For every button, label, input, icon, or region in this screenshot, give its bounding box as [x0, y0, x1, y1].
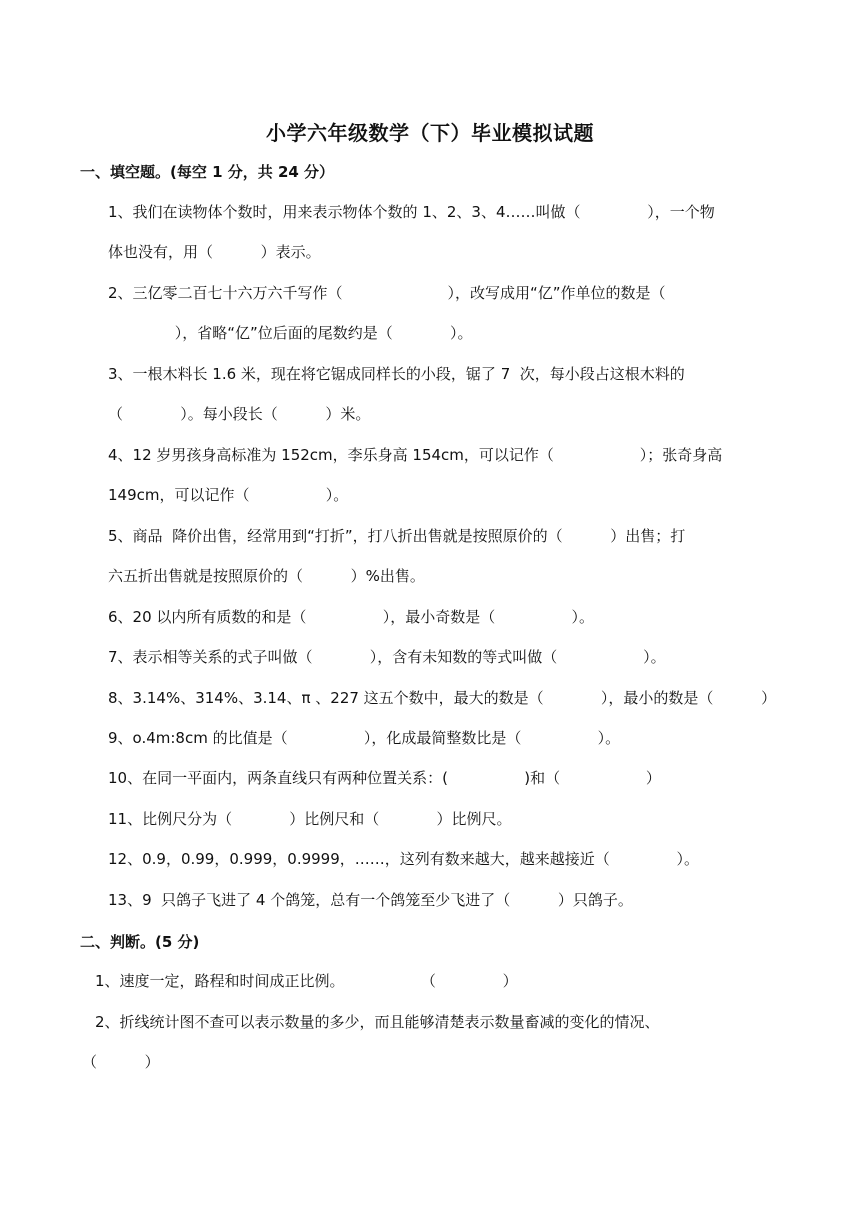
question-line: 149cm，可以记作（ ）。: [108, 486, 349, 504]
question-line: 11、比例尺分为（ ）比例尺和（ ）比例尺。: [108, 810, 512, 828]
question-line: 5、商品 降价出售，经常用到“打折”，打八折出售就是按照原价的（ ）出售；打: [108, 527, 686, 545]
question-line: （ ）。每小段长（ ）米。: [108, 405, 371, 423]
question-line: 2、三亿零二百七十六万六千写作（ ），改写成用“亿”作单位的数是（: [108, 284, 666, 302]
question-line: 4、12 岁男孩身高标准为 152cm，李乐身高 154cm，可以记作（ ）；张奇身高: [108, 446, 723, 464]
question-line: 9、o.4m:8cm 的比值是（ ），化成最简整数比是（ ）。: [108, 729, 621, 747]
question-line: 3、一根木料长 1.6 米，现在将它锯成同样长的小段，锯了 7 次，每小段占这根木料的: [108, 365, 685, 383]
question-line: 6、20 以内所有质数的和是（ ），最小奇数是（ ）。: [108, 608, 594, 626]
section-1-heading: 一、填空题。(每空 1 分，共 24 分）: [80, 163, 335, 181]
question-line: （ ）: [82, 1053, 160, 1071]
question-line: 7、表示相等关系的式子叫做（ ），含有未知数的等式叫做（ ）。: [108, 648, 666, 666]
question-line: 8、3.14%、314%、3.14、π 、227 这五个数中，最大的数是（ ），最小的数是（ ）: [108, 689, 777, 707]
question-line: 1、我们在读物体个数时，用来表示物体个数的 1、2、3、4……叫做（ ），一个物: [108, 203, 715, 221]
question-line: 12、0.9，0.99，0.999，0.9999，……，这列有数来越大，越来越接近（ ）。: [108, 850, 700, 868]
question-line: 2、折线统计图不查可以表示数量的多少，而且能够清楚表示数量畜减的变化的情况、: [95, 1013, 660, 1031]
question-line: 13、9 只鸽子飞进了 4 个鸽笼，总有一个鸽笼至少飞进了（ ）只鸽子。: [108, 891, 633, 909]
question-line: 六五折出售就是按照原价的（ ）%出售。: [108, 567, 425, 585]
question-line: ），省略“亿”位后面的尾数约是（ ）。: [108, 324, 473, 342]
question-line: 10、在同一平面内，两条直线只有两种位置关系：( )和（ ）: [108, 769, 661, 787]
question-line: 体也没有，用（ ）表示。: [108, 243, 321, 261]
question-line: 1、速度一定，路程和时间成正比例。 （ ）: [95, 972, 518, 990]
section-2-heading: 二、判断。(5 分): [80, 933, 200, 951]
page-title: 小学六年级数学（下）毕业模拟试题: [266, 121, 594, 145]
